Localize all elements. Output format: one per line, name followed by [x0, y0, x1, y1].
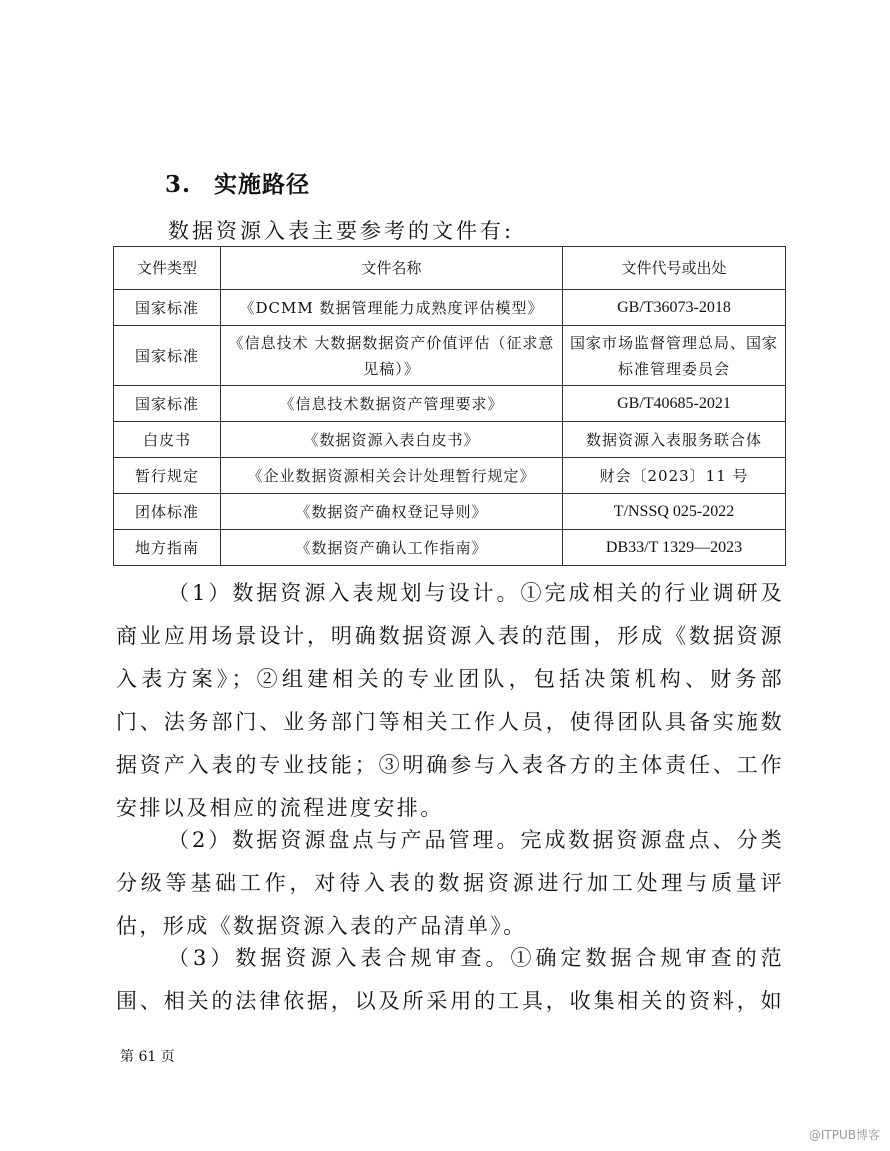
- section-heading: [165, 166, 310, 199]
- cell-file-name: 《数据资产确权登记导则》: [221, 494, 563, 530]
- table-row: [114, 386, 786, 422]
- cell-file-type: 国家标准: [114, 326, 221, 386]
- cell-file-type: 地方指南: [114, 530, 221, 566]
- cell-file-code: 国家市场监督管理总局、国家标准管理委员会: [563, 326, 786, 386]
- table-row: [114, 530, 786, 566]
- cell-file-code: 数据资源入表服务联合体: [563, 422, 786, 458]
- cell-file-name: 《数据资产确认工作指南》: [221, 530, 563, 566]
- cell-file-type: 白皮书: [114, 422, 221, 458]
- cell-file-name: 《信息技术数据资产管理要求》: [221, 386, 563, 422]
- table-row: [114, 458, 786, 494]
- table-row: [114, 326, 786, 386]
- table-row: [114, 290, 786, 326]
- intro-text: 数据资源入表主要参考的文件有:: [168, 219, 515, 243]
- section-title: 实施路径: [214, 171, 311, 198]
- cell-file-code: GB/T40685-2021: [563, 386, 786, 422]
- page-number: 第 61 页: [120, 1049, 175, 1065]
- cell-file-code: DB33/T 1329—2023: [563, 530, 786, 566]
- cell-file-name: 《DCMM 数据管理能力成熟度评估模型》: [221, 290, 563, 326]
- cell-file-name: 《数据资源入表白皮书》: [221, 422, 563, 458]
- cell-file-type: 暂行规定: [114, 458, 221, 494]
- cell-file-name: 《信息技术 大数据数据资产价值评估（征求意见稿）》: [221, 326, 563, 386]
- watermark: @ITPUB博客: [808, 1128, 880, 1142]
- table-row: [114, 494, 786, 530]
- header-file-code: 文件代号或出处: [563, 247, 786, 290]
- paragraph-compliance: （3）数据资源入表合规审查。①确定数据合规审查的范围、相关的法律依据，以及所采用的工具，收集相关的资料，如: [116, 946, 784, 1013]
- cell-file-type: 国家标准: [114, 290, 221, 326]
- cell-file-type: 团体标准: [114, 494, 221, 530]
- section-number: 3.: [165, 171, 192, 198]
- cell-file-type: 国家标准: [114, 386, 221, 422]
- cell-file-code: 财会〔2023〕11 号: [563, 458, 786, 494]
- paragraph-inventory: （2）数据资源盘点与产品管理。完成数据资源盘点、分类分级等基础工作，对待入表的数据资源进行加工处理与质量评估，形成《数据资源入表的产品清单》。: [116, 828, 784, 938]
- table-row: [114, 422, 786, 458]
- cell-file-code: T/NSSQ 025-2022: [563, 494, 786, 530]
- table-header-row: [114, 247, 786, 290]
- header-file-name: 文件名称: [221, 247, 563, 290]
- reference-documents-table: [113, 246, 786, 566]
- header-file-type: 文件类型: [114, 247, 221, 290]
- paragraph-planning: （1）数据资源入表规划与设计。①完成相关的行业调研及商业应用场景设计，明确数据资源入表的范围，形成《数据资源入表方案》；②组建相关的专业团队，包括决策机构、财务部门、法务部门、业务部门等相关工作人员，使得团队具备实施数据资产入表的专业技能；③明确参与入表各方的主体责任、工作安排以及相应的流程进度安排。: [116, 581, 784, 820]
- cell-file-name: 《企业数据资源相关会计处理暂行规定》: [221, 458, 563, 494]
- cell-file-code: GB/T36073-2018: [563, 290, 786, 326]
